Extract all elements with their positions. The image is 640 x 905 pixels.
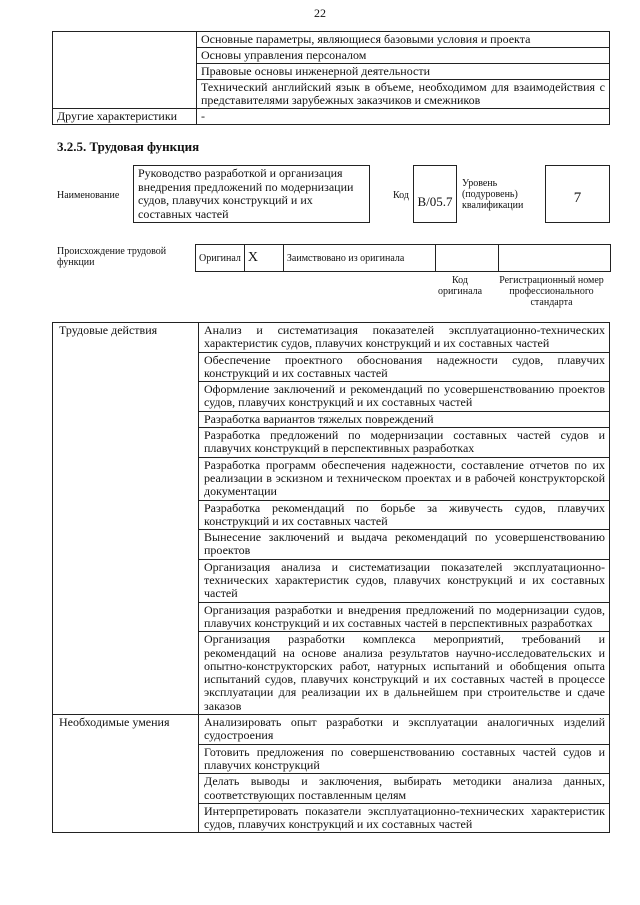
skill-item: Готовить предложения по совершенствованию составных частей судов и плавучих конструкций	[199, 744, 610, 774]
name-label: Наименование	[57, 190, 120, 201]
qualification-level: 7	[545, 165, 610, 223]
page-number: 22	[314, 6, 326, 20]
labor-action-item: Разработка рекомендаций по борьбе за живучесть судов, плавучих конструкций и их составных частей	[199, 500, 610, 530]
labor-action-item: Разработка вариантов тяжелых повреждений	[199, 411, 610, 427]
labor-action-item: Вынесение заключений и выдача рекомендаций по усовершенствованию проектов	[199, 530, 610, 560]
reg-number-label: Регистрационный номер профессионального стандарта	[499, 275, 604, 308]
skill-item: Делать выводы и заключения, выбирать методики анализа данных, соответствующих поставленным целям	[199, 774, 610, 804]
code-original-cell	[435, 245, 498, 272]
knowledge-item: Правовые основы инженерной деятельности	[197, 64, 610, 80]
knowledge-item: Технический английский язык в объеме, необходимом для взаимодействия с представителями зарубежных заказчиков и смежников	[197, 80, 610, 109]
labor-action-item: Разработка предложений по модернизации составных частей судов и плавучих конструкций в перспективных разработках	[199, 428, 610, 458]
other-characteristics-value: -	[197, 109, 610, 125]
origin-x-mark: X	[244, 245, 283, 272]
skill-item: Интерпретировать показатели эксплуатационно-технических характеристик судов, плавучих конструкций и их составных частей	[199, 803, 610, 833]
origin-label: Происхождение трудовой функции	[57, 246, 167, 268]
origin-borrowed: Заимствовано из оригинала	[283, 245, 435, 272]
labor-action-item: Анализ и систематизация показателей эксплуатационно-технических характеристик судов, плавучих конструкций и их составных частей	[199, 323, 610, 353]
origin-original: Оригинал	[196, 245, 245, 272]
knowledge-item: Основные параметры, являющиеся базовыми условия и проекта	[197, 32, 610, 48]
other-characteristics-label: Другие характеристики	[53, 109, 197, 125]
skill-item: Анализировать опыт разработки и эксплуатации аналогичных изделий судостроения	[199, 715, 610, 745]
code-label: Код	[393, 190, 409, 201]
section-title: 3.2.5. Трудовая функция	[57, 139, 200, 154]
labor-action-item: Обеспечение проектного обоснования надежности судов, плавучих конструкций и их составных частей	[199, 352, 610, 382]
labor-action-item: Разработка программ обеспечения надежности, составление отчетов по их реализации в эскизном и техническом проектах и в рабочей конструкторской документации	[199, 457, 610, 500]
function-code: B/05.7	[413, 165, 457, 223]
reg-number-cell	[498, 245, 610, 272]
labor-actions-label: Трудовые действия	[53, 323, 199, 715]
labor-action-item: Организация разработки комплекса мероприятий, требований и рекомендаций на основе анализа результатов научно-исследовательских и опытно-конструкторских работ, натурных испытаний и обобщения опыта испытаний судов, плавучих конструкций и их составных частей в процессе эксплуатации для реализации их в дальнейшем при строительстве и сдаче заказов	[199, 632, 610, 715]
function-details-table	[52, 322, 610, 833]
function-name: Руководство разработкой и организация внедрения предложений по модернизации судов, плавучих конструкций и их составных частей	[133, 165, 370, 223]
code-original-label: Код оригинала	[437, 275, 483, 297]
empty-label-cell	[53, 32, 197, 109]
labor-action-item: Оформление заключений и рекомендаций по усовершенствованию проектов судов, плавучих конструкций и их составных частей	[199, 382, 610, 412]
knowledge-item: Основы управления персоналом	[197, 48, 610, 64]
knowledge-table-continued	[52, 31, 610, 125]
skills-label: Необходимые умения	[53, 715, 199, 833]
labor-action-item: Организация разработки и внедрения предложений по модернизации судов, плавучих конструкций и их составных частей в перспективных разработках	[199, 602, 610, 632]
labor-action-item: Организация анализа и систематизации показателей эксплуатационно-технических характеристик судов, плавучих конструкций и их составных частей	[199, 559, 610, 602]
level-label: Уровень (подуровень) квалификации	[462, 178, 524, 211]
origin-table	[195, 244, 611, 272]
